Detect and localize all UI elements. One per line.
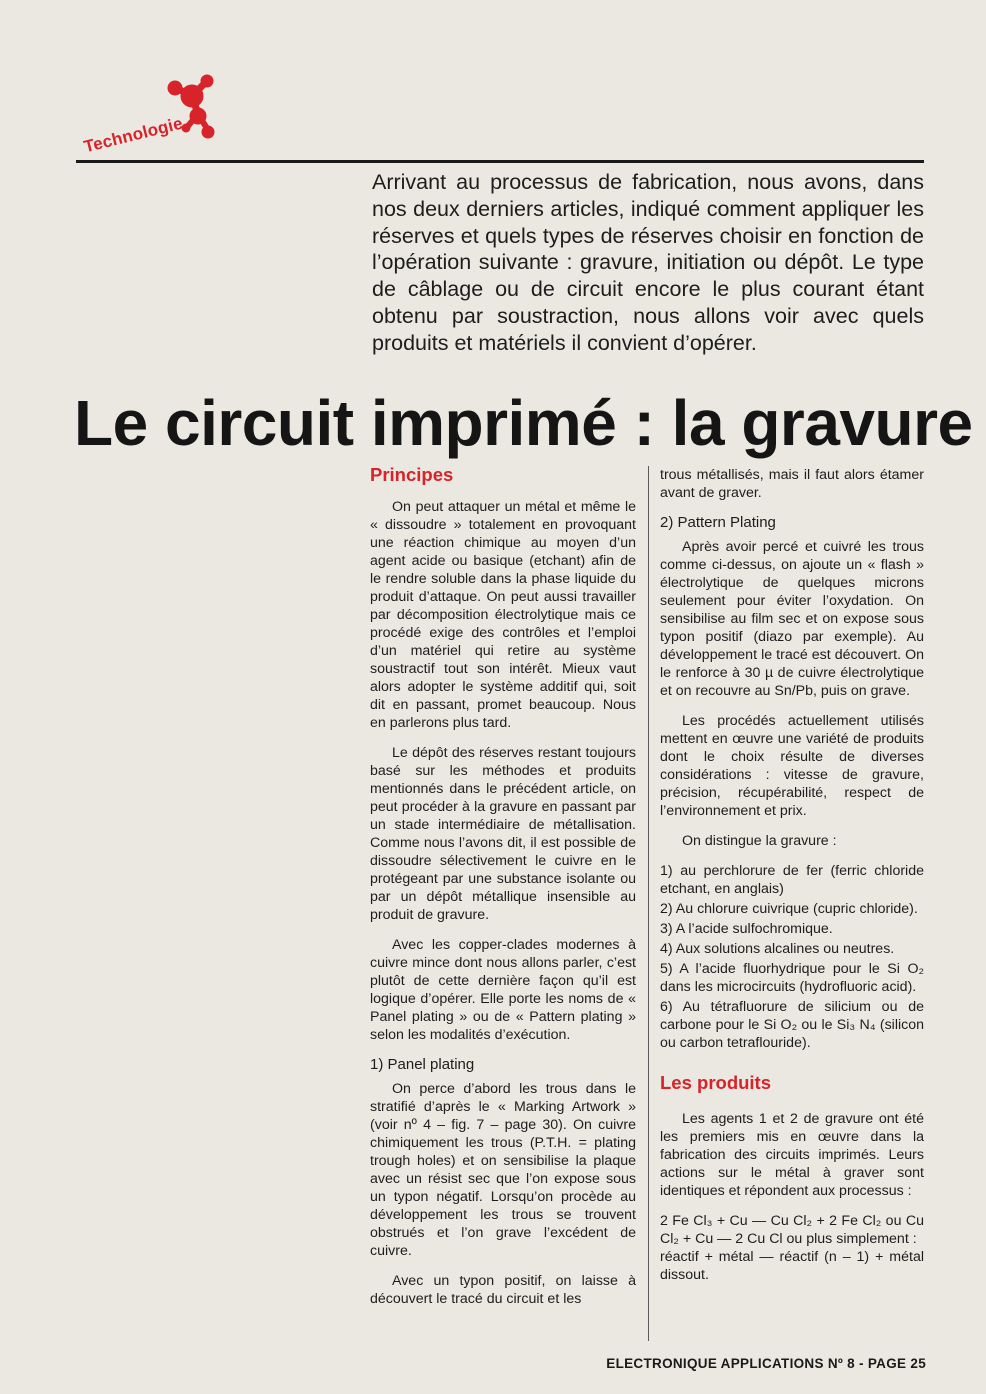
paragraph: On peut attaquer un métal et même le « dissoudre » totalement en provoquant une réaction chimique au moyen d’un agent acide ou basique (etchant) afin de le rendre soluble dans la phase liquide du produit d’attaque. On peut aussi travailler par décomposition électrolytique mais ce procédé exige des contrôles et l’emploi d’un matériel qui retire au système soustractif tout son intérêt. Mieux vaut alors adopter le système additif qui, soit dit en passant, promet beaucoup. Nous en parlerons plus tard. [370,499,636,731]
paragraph: Avec un typon positif, on laisse à découvert le tracé du circuit et les [370,1273,636,1307]
paragraph: Avec les copper-clades modernes à cuivre mince dont nous allons parler, c’est plutôt de cette dernière façon qu’il est logique d’opérer. Elle porte les noms de « Panel plating » ou de « Pattern plating » selon les modalités d’exécution. [370,937,636,1043]
subheading-panel-plating: 1) Panel plating [370,1056,475,1073]
paragraph: Après avoir percé et cuivré les trous comme ci-dessus, on ajoute un « flash » électrolytique de quelques microns seulement pour éviter l’oxydation. On sensibilise au film sec et on expose sous typon positif (diazo par exemple). Au développement le tracé est découvert. On le renforce à 30 µ de cuivre électrolytique et on recouvre au Sn/Pb, puis on grave. [660,539,924,699]
chemical-equation: réactif + métal — réactif (n – 1) + métal dissout. [660,1249,924,1283]
column-right [660,466,924,1284]
list-item: 2) Au chlorure cuivrique (cupric chloride). [660,901,918,917]
lead-paragraph: Arrivant au processus de fabrication, nous avons, dans nos deux derniers articles, indiqué comment appliquer les réserves et quels types de réserves choisir en fonction de l’opération suivante : gravure, initiation ou dépôt. Le type de câblage ou de circuit encore le plus courant étant obtenu par soustraction, nous allons voir avec quels produits et matériels il convient d’opérer. [372,170,924,355]
paragraph: Les procédés actuellement utilisés mettent en œuvre une variété de produits dont le choix résulte de diverses considérations : vitesse de gravure, précision, récupérabilité, respect de l’environnement et prix. [660,713,924,819]
paragraph: On distingue la gravure : [682,833,837,849]
paragraph: On perce d’abord les trous dans le stratifié d’après le « Marking Artwork » (voir nº 4 – fig. 7 – page 30). On cuivre chimiquement les trous (P.T.H. = plating trough holes) et on sensibilise la plaque avec un résist sec que l’on expose sous un typon négatif. Lorsqu’on procède au développement les trous se trouvent obstrués et l’on grave l’excédent de cuivre. [370,1081,636,1259]
subheading-pattern-plating: 2) Pattern Plating [660,514,776,531]
column-divider [648,466,649,1341]
paragraph: Le dépôt des réserves restant toujours basé sur les méthodes et produits mentionnés dans le précédent article, on peut procéder à la gravure en passant par un stade intermédiaire de métallisation. Comme nous l’avons dit, il est possible de dissoudre sélectivement le cuivre en le protégeant par une substance isolante ou par un dépôt métallique insensible au produit de gravure. [370,745,636,923]
list-item: 3) A l’acide sulfochromique. [660,921,833,937]
section-heading-principes: Principes [370,464,454,485]
list-item: 6) Au tétrafluorure de silicium ou de carbone pour le Si O₂ ou le Si₃ N₄ (silicon ou carbon tetraflouride). [660,999,924,1051]
chemical-equation: 2 Fe Cl₃ + Cu — Cu Cl₂ + 2 Fe Cl₂ ou Cu Cl₂ + Cu — 2 Cu Cl ou plus simplement : [660,1213,924,1247]
list-item: 4) Aux solutions alcalines ou neutres. [660,941,895,957]
header-rule [76,160,924,163]
list-item: 5) A l’acide fluorhydrique pour le Si O₂ dans les microcircuits (hydrofluoric acid). [660,961,924,995]
section-badge [80,74,230,164]
page-footer: ELECTRONIQUE APPLICATIONS Nº 8 - PAGE 25 [606,1356,926,1371]
list-item: 1) au perchlorure de fer (ferric chloride etchant, en anglais) [660,863,924,897]
article-title: Le circuit imprimé : la gravure [74,387,973,459]
paragraph: Les agents 1 et 2 de gravure ont été les premiers mis en œuvre dans la fabrication des circuits imprimés. Leurs actions sur le métal à graver sont identiques et répondent aux processus : [660,1111,924,1199]
column-left [370,466,636,1320]
paragraph: trous métallisés, mais il faut alors étamer avant de graver. [660,467,924,501]
section-label: Technologie [82,113,185,157]
section-heading-produits: Les produits [660,1072,772,1093]
